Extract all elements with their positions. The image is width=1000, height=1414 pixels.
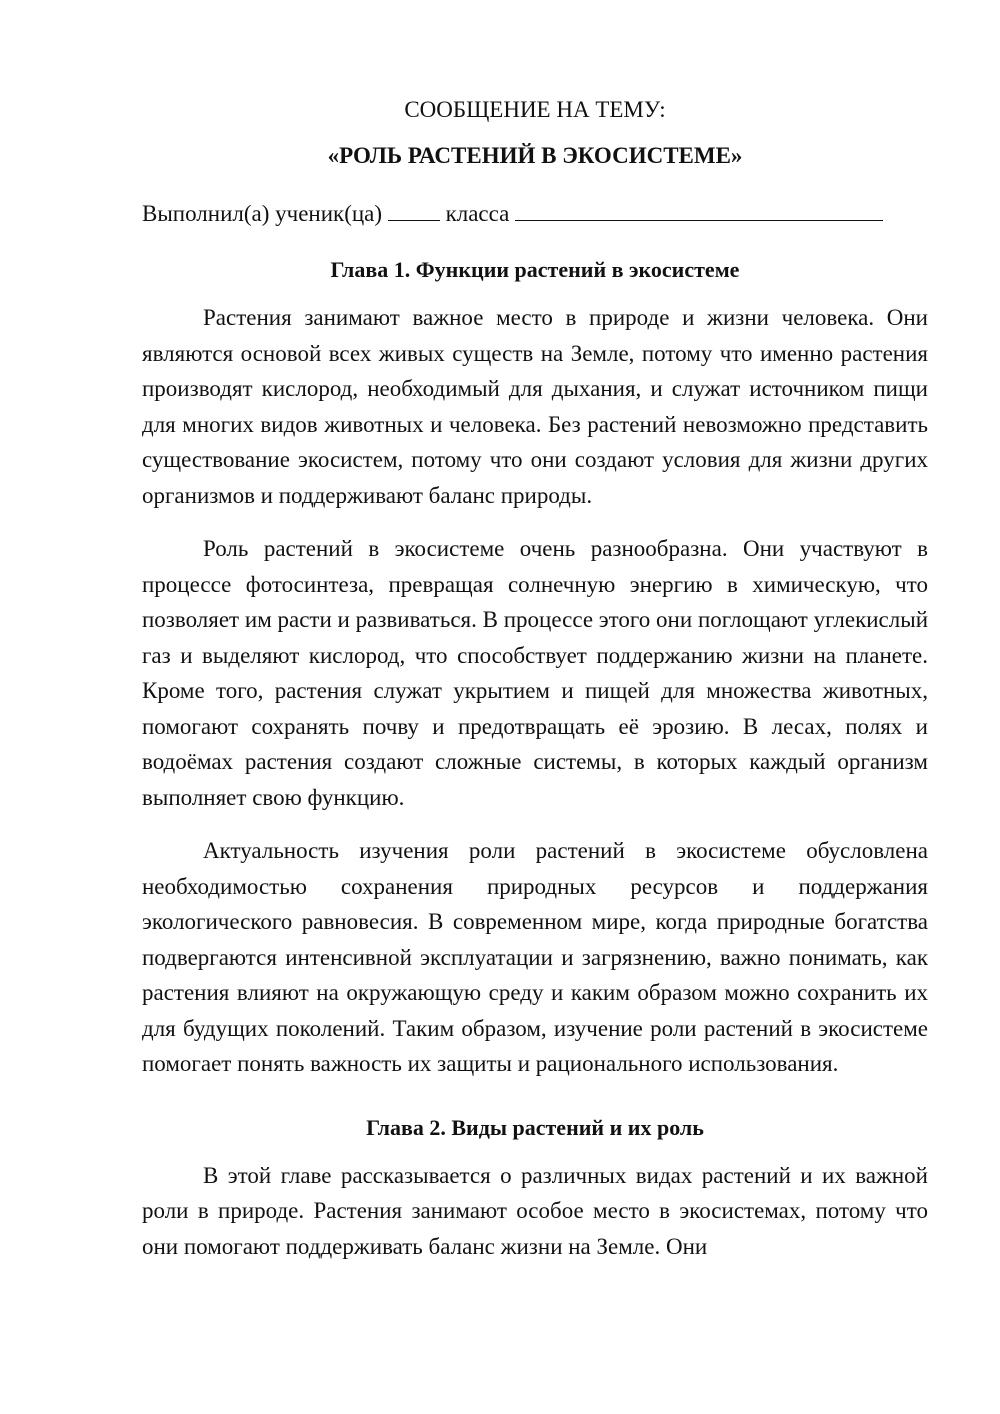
chapter-2-heading: Глава 2. Виды растений и их роль bbox=[366, 1114, 704, 1140]
chapter-1-paragraph-3: Актуальность изучения роли растений в экосистеме обусловлена необходимостью сохранения природных ресурсов и поддержания экологического равновесия. В современном мире, когда природные богатства подвергаются интенсивной эксплуатации и загрязнению, важно понимать, как растения влияют на окружающую среду и каким образом можно сохранить их для будущих поколений. Таким образом, изучение роли растений в экосистеме помогает понять важность их защиты и рационального использования. bbox=[142, 838, 928, 1076]
topic-line: СООБЩЕНИЕ НА ТЕМУ: bbox=[404, 97, 666, 122]
chapter-1-heading: Глава 1. Функции растений в экосистеме bbox=[330, 257, 740, 282]
author-line bbox=[142, 196, 928, 232]
document-title: «РОЛЬ РАСТЕНИЙ В ЭКОСИСТЕМЕ» bbox=[327, 143, 743, 168]
grade-blank-field[interactable] bbox=[388, 198, 440, 221]
chapter-2-paragraph-1: В этой главе рассказывается о различных видах растений и их важной роли в природе. Растения занимают особое место в экосистемах, потому что они помогают поддерживать баланс жизни на Земле. Они bbox=[142, 1162, 928, 1259]
chapter-1-paragraph-1: Растения занимают важное место в природе и жизни человека. Они являются основой всех живых существ на Земле, потому что именно растения производят кислород, необходимый для дыхания, и служат источником пищи для многих видов животных и человека. Без растений невозможно представить существование экосистем, потому что они создают условия для жизни других организмов и поддерживают баланс природы. bbox=[142, 305, 928, 508]
chapter-1-paragraph-2: Роль растений в экосистеме очень разнообразна. Они участвуют в процессе фотосинтеза, превращая солнечную энергию в химическую, что позволяет им расти и развиваться. В процессе этого они поглощают углекислый газ и выделяют кислород, что способствует поддержанию жизни на планете. Кроме того, растения служат укрытием и пищей для множества животных, помогают сохранять почву и предотвращать её эрозию. В лесах, полях и водоёмах растения создают сложные системы, в которых каждый организм выполняет свою функцию. bbox=[142, 536, 928, 810]
class-label: класса bbox=[445, 201, 510, 226]
author-prefix: Выполнил(а) ученик(ца) bbox=[142, 201, 383, 226]
name-blank-field[interactable] bbox=[515, 198, 883, 221]
document-page bbox=[142, 92, 928, 1264]
